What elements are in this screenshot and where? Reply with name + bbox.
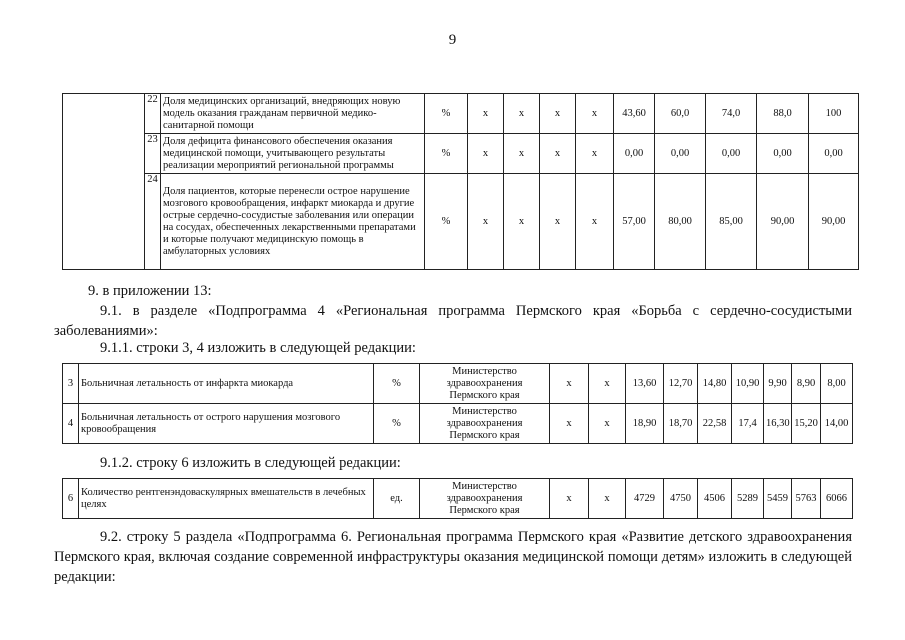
table-row bbox=[63, 479, 853, 519]
value-cell: 43,60 bbox=[614, 94, 655, 134]
value-cell: x bbox=[540, 134, 576, 174]
value-cell: x bbox=[468, 134, 504, 174]
value-cell: 0,00 bbox=[706, 134, 757, 174]
indicator-name: Больничная летальность от острого нарушения мозгового кровообращения bbox=[79, 404, 374, 444]
value-cell: 6066 bbox=[821, 479, 853, 519]
value-cell: 5289 bbox=[732, 479, 764, 519]
value-cell: 18,70 bbox=[664, 404, 698, 444]
value-cell: 4506 bbox=[698, 479, 732, 519]
unit-cell: % bbox=[374, 404, 420, 444]
paragraph-9-1: 9.1. в разделе «Подпрограмма 4 «Региональная программа Пермского края «Борьба с сердечно-сосудистыми заболеваниями»: bbox=[54, 303, 852, 339]
value-cell: x bbox=[540, 94, 576, 134]
row-number: 6 bbox=[63, 479, 79, 519]
value-cell: 12,70 bbox=[664, 364, 698, 404]
value-cell: x bbox=[504, 94, 540, 134]
value-cell: 15,20 bbox=[792, 404, 821, 444]
table-row bbox=[63, 404, 853, 444]
value-cell: 0,00 bbox=[809, 134, 859, 174]
value-cell: 85,00 bbox=[706, 174, 757, 270]
paragraph-9-2: 9.2. строку 5 раздела «Подпрограмма 6. Региональная программа Пермского края «Развитие детского здравоохранения Пермского края, включая создание современной инфраструктуры оказания медицинской помощи детям» изложить в следующей редакции: bbox=[54, 529, 852, 585]
value-cell: 100 bbox=[809, 94, 859, 134]
value-cell: x bbox=[550, 364, 589, 404]
unit-cell: % bbox=[425, 174, 468, 270]
mortality-table bbox=[62, 363, 853, 444]
value-cell: 0,00 bbox=[614, 134, 655, 174]
value-cell: 16,30 bbox=[764, 404, 792, 444]
page-number: 9 bbox=[448, 32, 457, 48]
value-cell: 80,00 bbox=[655, 174, 706, 270]
value-cell: 13,60 bbox=[626, 364, 664, 404]
value-cell: 14,80 bbox=[698, 364, 732, 404]
value-cell: x bbox=[550, 479, 589, 519]
row-number: 22 bbox=[145, 94, 161, 134]
value-cell: x bbox=[550, 404, 589, 444]
organization-cell: Министерство здравоохранения Пермского края bbox=[420, 404, 550, 444]
value-cell: x bbox=[468, 94, 504, 134]
row-number: 4 bbox=[63, 404, 79, 444]
unit-cell: ед. bbox=[374, 479, 420, 519]
empty-cell bbox=[63, 94, 145, 270]
table-row bbox=[63, 364, 853, 404]
table-row bbox=[63, 94, 859, 134]
value-cell: 5763 bbox=[792, 479, 821, 519]
value-cell: x bbox=[589, 404, 626, 444]
row-number: 24 bbox=[145, 174, 161, 270]
interventions-table bbox=[62, 478, 853, 519]
value-cell: 88,0 bbox=[757, 94, 809, 134]
value-cell: 60,0 bbox=[655, 94, 706, 134]
value-cell: x bbox=[576, 134, 614, 174]
value-cell: 9,90 bbox=[764, 364, 792, 404]
value-cell: 90,00 bbox=[809, 174, 859, 270]
paragraph-9-1-1: 9.1.1. строки 3, 4 изложить в следующей редакции: bbox=[100, 340, 416, 356]
value-cell: 8,00 bbox=[821, 364, 853, 404]
value-cell: 4729 bbox=[626, 479, 664, 519]
organization-cell: Министерство здравоохранения Пермского края bbox=[420, 479, 550, 519]
value-cell: 0,00 bbox=[655, 134, 706, 174]
value-cell: x bbox=[468, 174, 504, 270]
indicator-name: Доля пациентов, которые перенесли острое нарушение мозгового кровообращения, инфаркт миокарда и другие острые сердечно-сосудистые заболевания или операции на сосудах, обеспеченных лекарственными препаратами и которые получают медицинскую помощь в амбулаторных условиях bbox=[161, 174, 425, 270]
value-cell: 18,90 bbox=[626, 404, 664, 444]
organization-cell: Министерство здравоохранения Пермского края bbox=[420, 364, 550, 404]
row-number: 23 bbox=[145, 134, 161, 174]
value-cell: 8,90 bbox=[792, 364, 821, 404]
indicator-name: Доля медицинских организаций, внедряющих новую модель оказания гражданам первичной медико-санитарной помощи bbox=[161, 94, 425, 134]
value-cell: x bbox=[504, 174, 540, 270]
value-cell: 10,90 bbox=[732, 364, 764, 404]
unit-cell: % bbox=[425, 134, 468, 174]
value-cell: 14,00 bbox=[821, 404, 853, 444]
value-cell: 17,4 bbox=[732, 404, 764, 444]
row-number: 3 bbox=[63, 364, 79, 404]
value-cell: x bbox=[589, 364, 626, 404]
value-cell: 4750 bbox=[664, 479, 698, 519]
value-cell: 74,0 bbox=[706, 94, 757, 134]
indicators-table bbox=[62, 93, 859, 270]
indicator-name: Доля дефицита финансового обеспечения оказания медицинской помощи, учитывающего результаты реализации мероприятий региональной программы bbox=[161, 134, 425, 174]
table-row bbox=[63, 174, 859, 270]
value-cell: 5459 bbox=[764, 479, 792, 519]
value-cell: x bbox=[576, 94, 614, 134]
unit-cell: % bbox=[374, 364, 420, 404]
value-cell: x bbox=[576, 174, 614, 270]
value-cell: 57,00 bbox=[614, 174, 655, 270]
table-row bbox=[63, 134, 859, 174]
indicator-name: Количество рентгенэндоваскулярных вмешательств в лечебных целях bbox=[79, 479, 374, 519]
value-cell: x bbox=[504, 134, 540, 174]
unit-cell: % bbox=[425, 94, 468, 134]
value-cell: 22,58 bbox=[698, 404, 732, 444]
indicator-name: Больничная летальность от инфаркта миокарда bbox=[79, 364, 374, 404]
value-cell: x bbox=[589, 479, 626, 519]
paragraph-9-1-2: 9.1.2. строку 6 изложить в следующей редакции: bbox=[100, 455, 401, 471]
value-cell: 90,00 bbox=[757, 174, 809, 270]
paragraph-9: 9. в приложении 13: bbox=[88, 283, 212, 299]
value-cell: 0,00 bbox=[757, 134, 809, 174]
value-cell: x bbox=[540, 174, 576, 270]
